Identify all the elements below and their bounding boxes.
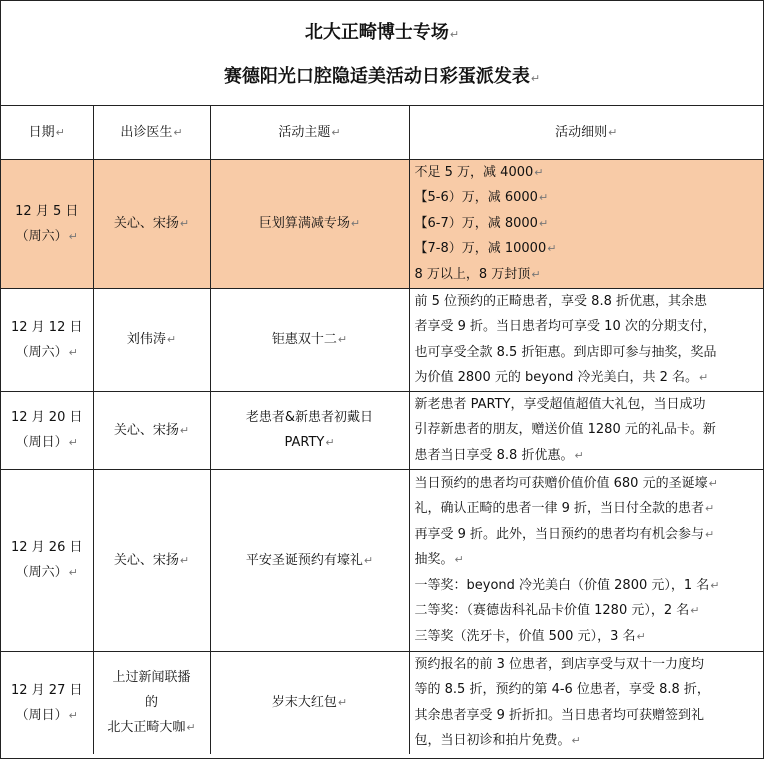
main-title-text: 北大正畸博士专场 bbox=[304, 22, 449, 43]
paragraph-mark-icon: ↵ bbox=[179, 423, 190, 437]
theme-text: 巨划算满减专场↵ bbox=[258, 216, 361, 231]
sub-title bbox=[1, 47, 763, 91]
date-text: 12 月 5 日 bbox=[15, 203, 79, 219]
theme-cell bbox=[210, 159, 409, 288]
detail-line: 礼，确认正畸的患者一律 9 折，当日付全款的患者↵ bbox=[414, 501, 715, 517]
detail-line: 其余患者享受 9 折折扣。当日患者均可获赠签到礼 bbox=[414, 707, 705, 723]
paragraph-mark-icon: ↵ bbox=[186, 721, 196, 735]
paragraph-mark-icon: ↵ bbox=[173, 125, 183, 139]
paragraph-mark-icon: ↵ bbox=[574, 448, 584, 462]
header-doctor: 出诊医生↵ bbox=[93, 106, 210, 159]
details-cell bbox=[409, 391, 763, 469]
doctor-text: 刘伟涛↵ bbox=[126, 332, 177, 347]
detail-line: 二等奖：（赛德齿科礼品卡价值 1280 元），2 名↵ bbox=[414, 603, 700, 619]
date-text: 12 月 12 日 bbox=[11, 319, 83, 335]
paragraph-mark-icon: ↵ bbox=[699, 371, 709, 384]
theme-text: 钜惠双十二↵ bbox=[271, 332, 348, 347]
doctor-cell bbox=[93, 469, 210, 651]
detail-line: 再享受 9 折。此外，当日预约的患者均有机会参与↵ bbox=[414, 526, 715, 542]
paragraph-mark-icon: ↵ bbox=[179, 553, 190, 567]
date-cell bbox=[1, 288, 93, 391]
sub-title-text: 赛德阳光口腔隐适美活动日彩蛋派发表 bbox=[223, 66, 530, 87]
detail-line: 预约报名的前 3 位患者，到店享受与双十一力度均 bbox=[414, 656, 705, 672]
detail-line: 8 万以上，8 万封顶↵ bbox=[414, 266, 541, 282]
main-title bbox=[1, 1, 763, 47]
weekday-text: （周日）↵ bbox=[15, 435, 78, 450]
paragraph-mark-icon: ↵ bbox=[55, 125, 65, 139]
detail-line: 患者当日享受 8.8 折优惠。↵ bbox=[414, 447, 584, 463]
paragraph-mark-icon: ↵ bbox=[608, 125, 618, 139]
details-cell bbox=[409, 159, 763, 288]
doctor-text: 的 bbox=[144, 695, 158, 711]
theme-text: 岁末大红包↵ bbox=[271, 695, 348, 711]
table-row bbox=[1, 288, 763, 391]
date-cell bbox=[1, 391, 93, 469]
paragraph-mark-icon: ↵ bbox=[68, 229, 78, 243]
paragraph-mark-icon: ↵ bbox=[547, 242, 557, 256]
detail-line: 【7-8）万，减 10000↵ bbox=[414, 241, 557, 257]
paragraph-mark-icon: ↵ bbox=[534, 165, 544, 179]
paragraph-mark-icon: ↵ bbox=[363, 553, 374, 567]
detail-line: 【6-7）万，减 8000↵ bbox=[414, 215, 549, 231]
paragraph-mark-icon: ↵ bbox=[68, 436, 78, 449]
detail-line: 当日预约的患者均可获赠价值价值 680 元的圣诞壕↵ bbox=[414, 475, 718, 491]
paragraph-mark-icon: ↵ bbox=[331, 125, 341, 139]
header-date: 日期↵ bbox=[1, 106, 93, 159]
theme-cell bbox=[210, 288, 409, 391]
paragraph-mark-icon: ↵ bbox=[530, 72, 541, 85]
detail-line: 为价值 2800 元的 beyond 冷光美白，共 2 名。↵ bbox=[414, 370, 709, 385]
theme-cell bbox=[210, 391, 409, 469]
paragraph-mark-icon: ↵ bbox=[68, 708, 78, 722]
paragraph-mark-icon: ↵ bbox=[325, 436, 335, 449]
paragraph-mark-icon: ↵ bbox=[538, 191, 549, 205]
theme-text: 老患者&新患者初戴日 bbox=[245, 410, 374, 425]
paragraph-mark-icon: ↵ bbox=[571, 734, 581, 748]
doctor-text: 关心、宋扬↵ bbox=[113, 422, 190, 438]
paragraph-mark-icon: ↵ bbox=[68, 345, 78, 359]
paragraph-mark-icon: ↵ bbox=[337, 333, 348, 346]
paragraph-mark-icon: ↵ bbox=[350, 217, 361, 230]
table-row bbox=[1, 159, 763, 288]
detail-line: 等的 8.5 折，预约的第 4-6 位患者，享受 8.8 折， bbox=[414, 682, 710, 698]
detail-line: 三等奖（洗牙卡，价值 500 元），3 名↵ bbox=[414, 628, 646, 644]
paragraph-mark-icon: ↵ bbox=[705, 502, 715, 516]
doctor-text: 北大正畸大咖↵ bbox=[107, 720, 196, 736]
theme-text: 平安圣诞预约有壕礼↵ bbox=[245, 552, 374, 568]
detail-line: 者享受 9 折。当日患者均可享受 10 次的分期支付， bbox=[414, 319, 716, 334]
doctor-cell bbox=[93, 651, 210, 754]
details-cell bbox=[409, 469, 763, 651]
detail-line: 【5-6）万，减 6000↵ bbox=[414, 190, 549, 206]
paragraph-mark-icon: ↵ bbox=[531, 267, 541, 281]
date-cell bbox=[1, 159, 93, 288]
paragraph-mark-icon: ↵ bbox=[705, 527, 715, 541]
paragraph-mark-icon: ↵ bbox=[179, 217, 190, 230]
weekday-text: （周六）↵ bbox=[15, 565, 78, 580]
detail-line: 抽奖。↵ bbox=[414, 552, 464, 568]
doctor-text: 关心、宋扬↵ bbox=[113, 216, 190, 231]
doctor-text: 上过新闻联播 bbox=[112, 670, 191, 686]
table-row bbox=[1, 469, 763, 651]
header-row bbox=[1, 106, 763, 159]
schedule-table bbox=[1, 106, 763, 754]
paragraph-mark-icon: ↵ bbox=[68, 566, 78, 579]
date-text: 12 月 20 日 bbox=[11, 410, 83, 425]
date-text: 12 月 27 日 bbox=[11, 682, 83, 698]
doctor-cell bbox=[93, 391, 210, 469]
title-block bbox=[1, 1, 763, 106]
table-row bbox=[1, 651, 763, 754]
detail-line: 也可享受全款 8.5 折钜惠。到店即可参与抽奖，奖品 bbox=[414, 344, 717, 360]
paragraph-mark-icon: ↵ bbox=[708, 476, 718, 490]
weekday-text: （周日）↵ bbox=[15, 707, 78, 723]
weekday-text: （周六）↵ bbox=[15, 228, 78, 244]
paragraph-mark-icon: ↵ bbox=[636, 629, 646, 643]
paragraph-mark-icon: ↵ bbox=[690, 604, 700, 618]
table-row bbox=[1, 391, 763, 469]
doctor-cell bbox=[93, 288, 210, 391]
date-cell bbox=[1, 651, 93, 754]
paragraph-mark-icon: ↵ bbox=[337, 696, 348, 710]
paragraph-mark-icon: ↵ bbox=[166, 333, 177, 346]
detail-line: 不足 5 万，减 4000↵ bbox=[414, 164, 544, 180]
theme-text: PARTY↵ bbox=[284, 435, 335, 450]
doctor-text: 关心、宋扬↵ bbox=[113, 552, 190, 568]
detail-line: 引荐新患者的朋友，赠送价值 1280 元的礼品卡。新 bbox=[414, 422, 716, 438]
detail-line: 前 5 位预约的正畸患者，享受 8.8 折优惠，其余患 bbox=[414, 293, 707, 309]
detail-line: 包，当日初诊和拍片免费。↵ bbox=[414, 733, 581, 749]
paragraph-mark-icon: ↵ bbox=[449, 28, 460, 41]
header-details: 活动细则↵ bbox=[409, 106, 763, 159]
details-cell bbox=[409, 651, 763, 754]
theme-cell bbox=[210, 469, 409, 651]
paragraph-mark-icon: ↵ bbox=[710, 578, 720, 592]
paragraph-mark-icon: ↵ bbox=[538, 216, 549, 230]
paragraph-mark-icon: ↵ bbox=[454, 553, 464, 567]
detail-line: 一等奖：beyond 冷光美白（价值 2800 元），1 名↵ bbox=[414, 577, 720, 593]
doctor-cell bbox=[93, 159, 210, 288]
details-cell bbox=[409, 288, 763, 391]
theme-cell bbox=[210, 651, 409, 754]
weekday-text: （周六）↵ bbox=[15, 344, 78, 360]
header-theme: 活动主题↵ bbox=[210, 106, 409, 159]
date-cell bbox=[1, 469, 93, 651]
date-text: 12 月 26 日 bbox=[11, 540, 83, 555]
detail-line: 新老患者 PARTY，享受超值超值大礼包，当日成功 bbox=[414, 396, 706, 412]
